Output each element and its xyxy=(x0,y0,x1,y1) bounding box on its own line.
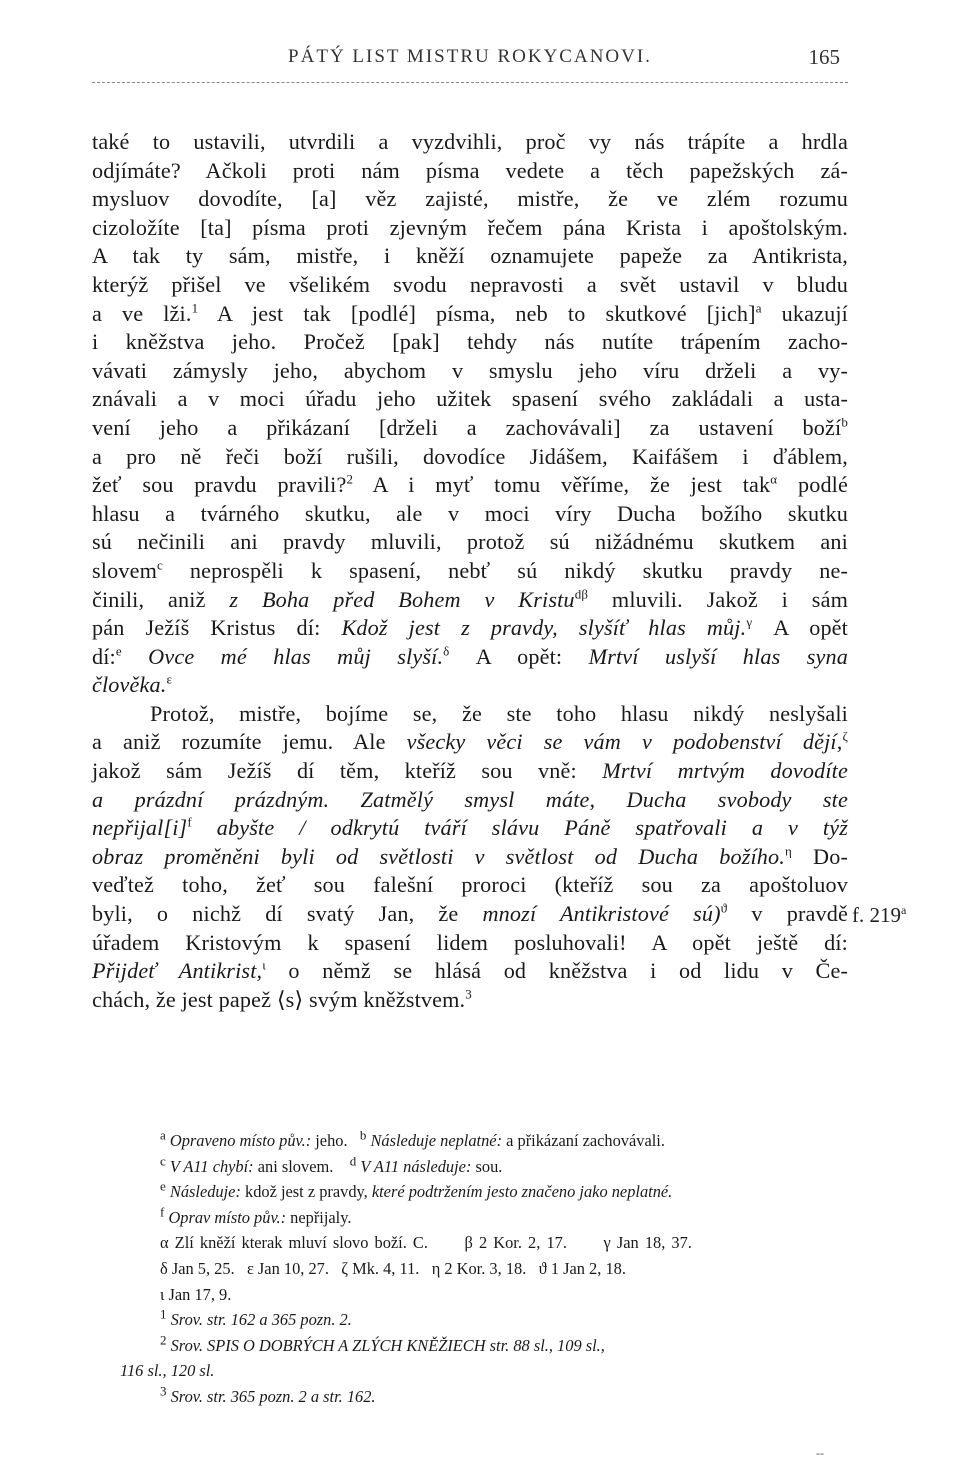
text-line: vávati zámysly jeho, abychom v smyslu jeho víru drželi a vy- xyxy=(92,357,848,383)
folio-margin-note xyxy=(852,903,906,928)
folio-number: f. 219 xyxy=(852,903,901,927)
footnote-row: $^2$ Srov. SPIS O DOBRÝCH A ZLÝCH KNĚŽIECH str. 88 sl., 109 sl., xyxy=(160,1332,605,1355)
text-line: a prázdní prázdným. Zatmělý smysl máte, Ducha svobody ste xyxy=(92,786,848,812)
text-line: cizoložíte [ta] písma proti zjevným řečem pána Krista i apoštolským. xyxy=(92,214,848,240)
text-line: odjímáte? Ačkoli proti nám písma vedete a těch papežských zá- xyxy=(92,157,848,183)
text-line: dí:$^e$ Ovce mé hlas můj slyší.$^\delta$ A opět: Mrtví uslyší hlas syna xyxy=(92,643,848,669)
header-rule xyxy=(92,82,848,83)
text-line: $nepřijal[i]^f$ abyšte / odkrytú tváří slávu Páně spatřovali a v týž xyxy=(92,814,848,841)
footnotes xyxy=(120,1127,860,1410)
text-line: mysluov dovodíte, [a] věz zajisté, mistře, že ve zlém rozumu xyxy=(92,186,848,212)
text-line: i kněžstva jeho. Pročež [pak] tehdy nás nutíte trápením zacho- xyxy=(92,329,848,355)
text-line: obraz proměněni byli od světlosti v světlost od Ducha božího.$^\eta$ Do- xyxy=(92,843,848,869)
text-line: veďtež toho, žeť sou falešní proroci (kteříž sou za apoštoluov xyxy=(92,872,848,898)
text-line: pán Ježíš Kristus dí: Kdož jest z pravdy, slyšíť hlas můj.$^\gamma$ A opět xyxy=(92,614,848,641)
body-text xyxy=(92,128,848,1014)
text-line: a pro ně řeči boží rušili, dovodíce Jidášem, Kaifášem i ďáblem, xyxy=(92,443,848,469)
text-line: Přijdeť Antikrist,$^\iota$ o němž se hlásá od kněžstva i od lidu v Če- xyxy=(92,957,849,984)
footnote-row: α Zlí kněží kterak mluví slovo boží. C. β 2 Kor. 2, 17. γ Jan 18, 37. xyxy=(160,1233,692,1253)
text-line: chách, že jest papež ⟨s⟩ svým kněžstvem.$^3$ xyxy=(92,986,472,1012)
text-line: znávali a v moci úřadu jeho užitek spasení svého zakládali a usta- xyxy=(92,386,848,412)
folio-side: a xyxy=(901,903,907,917)
text-line: úřadem Kristovým k spasení lidem posluhovali! A opět ještě dí: xyxy=(92,929,848,955)
footnote-row: 116 sl., 120 sl. xyxy=(120,1361,215,1381)
footnote-row: $^1$ Srov. str. 162 a 365 pozn. 2. xyxy=(160,1306,352,1330)
text-line: také to ustavili, utvrdili a vyzdvihli, proč vy nás trápíte a hrdla xyxy=(92,129,848,154)
footnote-row: $^a$ Opraveno místo pův.: jeho. $^b$ Následuje neplatné: a přikázaní zachovávali. xyxy=(160,1127,665,1150)
text-line: člověka.$^\varepsilon$ xyxy=(92,671,173,698)
text-line: A tak ty sám, mistře, i kněží oznamujete papeže za Antikrista, xyxy=(92,243,848,269)
text-line: Protož, mistře, bojíme se, že ste toho hlasu nikdý neslyšali xyxy=(150,700,848,726)
text-line: jakož sám Ježíš dí těm, kteříž sou vně: Mrtví mrtvým dovodíte xyxy=(92,758,848,784)
text-line: a ve lži.$^1$ A jest tak [podlé] písma, neb to skutkové [jich]$^a$ ukazují xyxy=(92,300,848,326)
text-line: a aniž rozumíte jemu. Ale všecky věci se vám v podobenství dějí,$^\zeta$ xyxy=(92,729,848,755)
footnote-row: $^f$ Oprav místo pův.: nepřijaly. xyxy=(160,1204,352,1227)
page-bottom-mark: ‑‑ xyxy=(816,1446,824,1460)
footnote-row: $^e$ Následuje: kdož jest z pravdy, které podtržením jesto značeno jako neplatné. xyxy=(160,1178,673,1202)
text-line: vení jeho a přikázaní [drželi a zachovávali] za ustavení boží$^b$ xyxy=(92,414,848,440)
text-line: činili, aniž z Boha před Bohem v Kristu$^{d\beta}$ mluvili. Jakož i sám xyxy=(92,586,848,612)
text-line: hlasu a tvárného skutku, ale v moci víry Ducha božího skutku xyxy=(92,500,848,526)
text-line: žeť sou pravdu pravili?$^2$ A i myť tomu věříme, že jest tak$^\alpha$ podlé xyxy=(92,471,848,498)
footnote-row: δ Jan 5, 25. ε Jan 10, 27. ζ Mk. 4, 11. η 2 Kor. 3, 18. ϑ 1 Jan 2, 18. xyxy=(160,1258,626,1278)
text-line: slovem$^c$ neprospěli k spasení, nebť sú nikdý skutku pravdy ne- xyxy=(92,557,848,583)
text-line: sú nečinili ani pravdy mluvili, protož sú nižádnému skutkem ani xyxy=(92,529,848,555)
text-line: byli, o nichž dí svatý Jan, že mnozí Antikristové sú)$^ϑ$ v pravdě xyxy=(92,900,848,927)
page-header xyxy=(92,40,848,80)
footnote-row: $^3$ Srov. str. 365 pozn. 2 a str. 162. xyxy=(160,1383,376,1406)
text-line: kterýž přišel ve všelikém svodu nepravosti a svět ustavil v bludu xyxy=(92,271,848,297)
page-number: 165 xyxy=(808,45,840,69)
running-title: PÁTÝ LIST MISTRU ROKYCANOVI. xyxy=(288,46,652,67)
footnote-row: $^c$ V A11 chybí: ani slovem. $^d$ V A11 následuje: sou. xyxy=(160,1153,503,1176)
footnote-row: ι Jan 17, 9. xyxy=(160,1284,232,1304)
